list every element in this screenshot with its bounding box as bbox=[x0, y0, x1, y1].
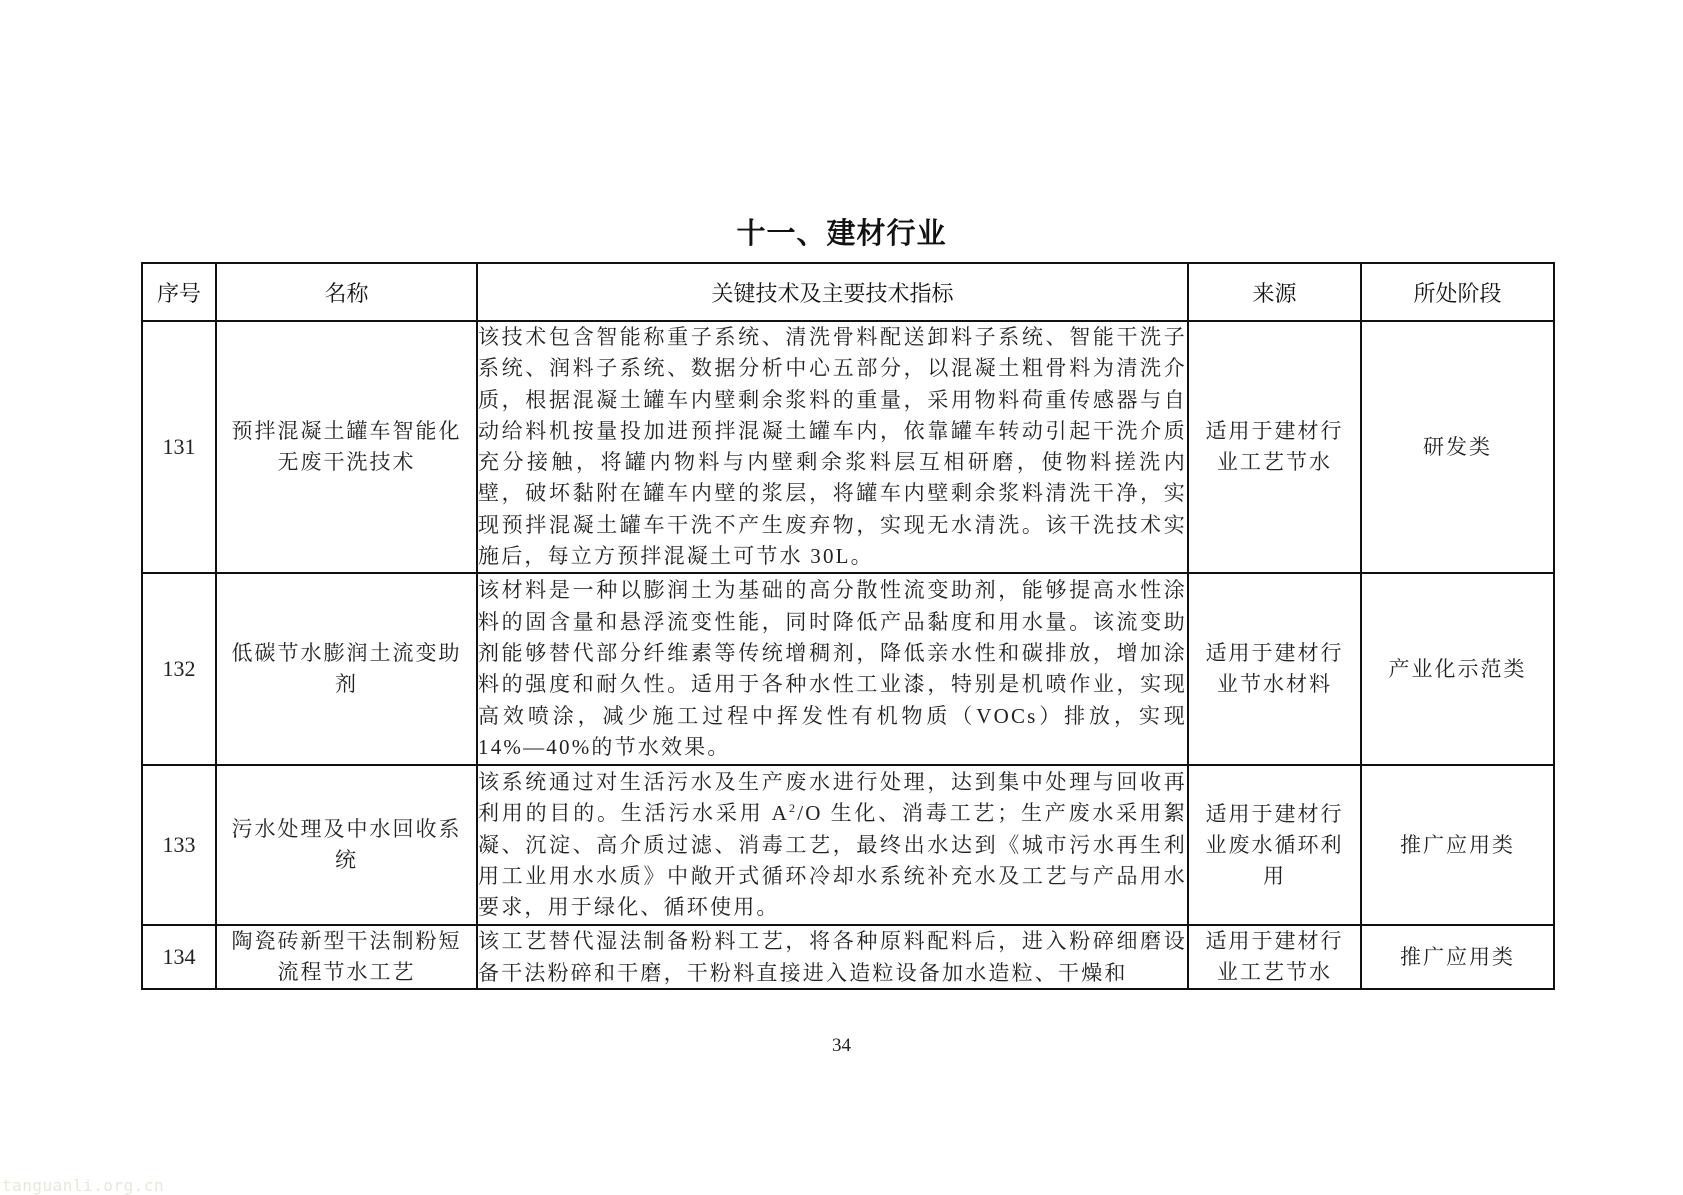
row-stage: 研发类 bbox=[1361, 321, 1554, 573]
row-stage: 产业化示范类 bbox=[1361, 573, 1554, 765]
row-index: 132 bbox=[142, 573, 216, 765]
row-name bbox=[216, 765, 477, 925]
row-source-text: 适用于建材行业工艺节水 bbox=[1205, 419, 1344, 475]
row-source bbox=[1188, 925, 1361, 989]
row-source bbox=[1188, 321, 1361, 573]
row-source-text: 适用于建材行业废水循环利用 bbox=[1205, 801, 1344, 888]
header-description: 关键技术及主要技术指标 bbox=[477, 263, 1188, 321]
table-row bbox=[142, 321, 1554, 573]
table-row bbox=[142, 573, 1554, 765]
row-name bbox=[216, 321, 477, 573]
row-stage: 推广应用类 bbox=[1361, 765, 1554, 925]
superscript: 2 bbox=[788, 801, 798, 816]
row-description-text: 该工艺替代湿法制备粉料工艺，将各种原料配料后，进入粉碎细磨设备干法粉碎和干磨，干粉料直接进入造粒设备加水造粒、干燥和 bbox=[478, 929, 1187, 985]
row-index: 134 bbox=[142, 925, 216, 989]
description-part: /O 生化、消毒工艺；生产废水采用絮凝、沉淀、高介质过滤、消毒工艺，最终出水达到《城市污水再生利用工业用水水质》中敞开式循环冷却水系统补充水及工艺与产品用水要求，用于绿化、循环使用。 bbox=[478, 801, 1187, 920]
row-stage: 推广应用类 bbox=[1361, 925, 1554, 989]
section-title: 十一、建材行业 bbox=[736, 216, 947, 250]
header-source: 来源 bbox=[1188, 263, 1361, 321]
watermark: tanguanli.org.cn bbox=[2, 1176, 165, 1195]
table-header-row bbox=[142, 263, 1554, 321]
row-description-text bbox=[478, 767, 1187, 923]
row-description bbox=[477, 765, 1188, 925]
row-name-text: 预拌混凝土罐车智能化无废干洗技术 bbox=[231, 419, 462, 475]
page-number: 34 bbox=[832, 1035, 851, 1056]
technology-table bbox=[141, 262, 1555, 990]
row-index: 133 bbox=[142, 765, 216, 925]
row-name-text: 污水处理及中水回收系统 bbox=[231, 817, 462, 873]
row-name bbox=[216, 573, 477, 765]
row-source-text: 适用于建材行业节水材料 bbox=[1205, 641, 1344, 697]
row-source bbox=[1188, 765, 1361, 925]
row-description-text: 该技术包含智能称重子系统、清洗骨料配送卸料子系统、智能干洗子系统、润料子系统、数据分析中心五部分，以混凝土粗骨料为清洗介质，根据混凝土罐车内壁剩余浆料的重量，采用物料荷重传感器与自动给料机按量投加进预拌混凝土罐车内，依靠罐车转动引起干洗介质充分接触，将罐内物料与内壁剩余浆料层互相研磨，使物料搓洗内壁，破坏黏附在罐车内壁的浆层，将罐车内壁剩余浆料清洗干净，实现预拌混凝土罐车干洗不产生废弃物，实现无水清洗。该干洗技术实施后，每立方预拌混凝土可节水 30L。 bbox=[478, 325, 1187, 569]
row-name-text: 陶瓷砖新型干法制粉短流程节水工艺 bbox=[231, 929, 462, 985]
row-description bbox=[477, 925, 1188, 989]
header-name: 名称 bbox=[216, 263, 477, 321]
row-name bbox=[216, 925, 477, 989]
table-row bbox=[142, 765, 1554, 925]
row-source bbox=[1188, 573, 1361, 765]
description-part: 该系统通过对生活污水及生产废水进行处理，达到集中处理与回收再利用的目的。生活污水采用 A bbox=[478, 770, 1187, 826]
row-description bbox=[477, 321, 1188, 573]
row-description-text: 该材料是一种以膨润土为基础的高分散性流变助剂，能够提高水性涂料的固含量和悬浮流变性能，同时降低产品黏度和用水量。该流变助剂能够替代部分纤维素等传统增稠剂，降低亲水性和碳排放，增加涂料的强度和耐久性。适用于各种水性工业漆，特别是机喷作业，实现高效喷涂，减少施工过程中挥发性有机物质（VOCs）排放，实现 14%—40%的节水效果。 bbox=[478, 578, 1187, 759]
row-source-text: 适用于建材行业工艺节水 bbox=[1205, 929, 1344, 985]
row-name-text: 低碳节水膨润土流变助剂 bbox=[231, 641, 462, 697]
header-index: 序号 bbox=[142, 263, 216, 321]
row-description bbox=[477, 573, 1188, 765]
table-row bbox=[142, 925, 1554, 989]
header-stage: 所处阶段 bbox=[1361, 263, 1554, 321]
row-index: 131 bbox=[142, 321, 216, 573]
